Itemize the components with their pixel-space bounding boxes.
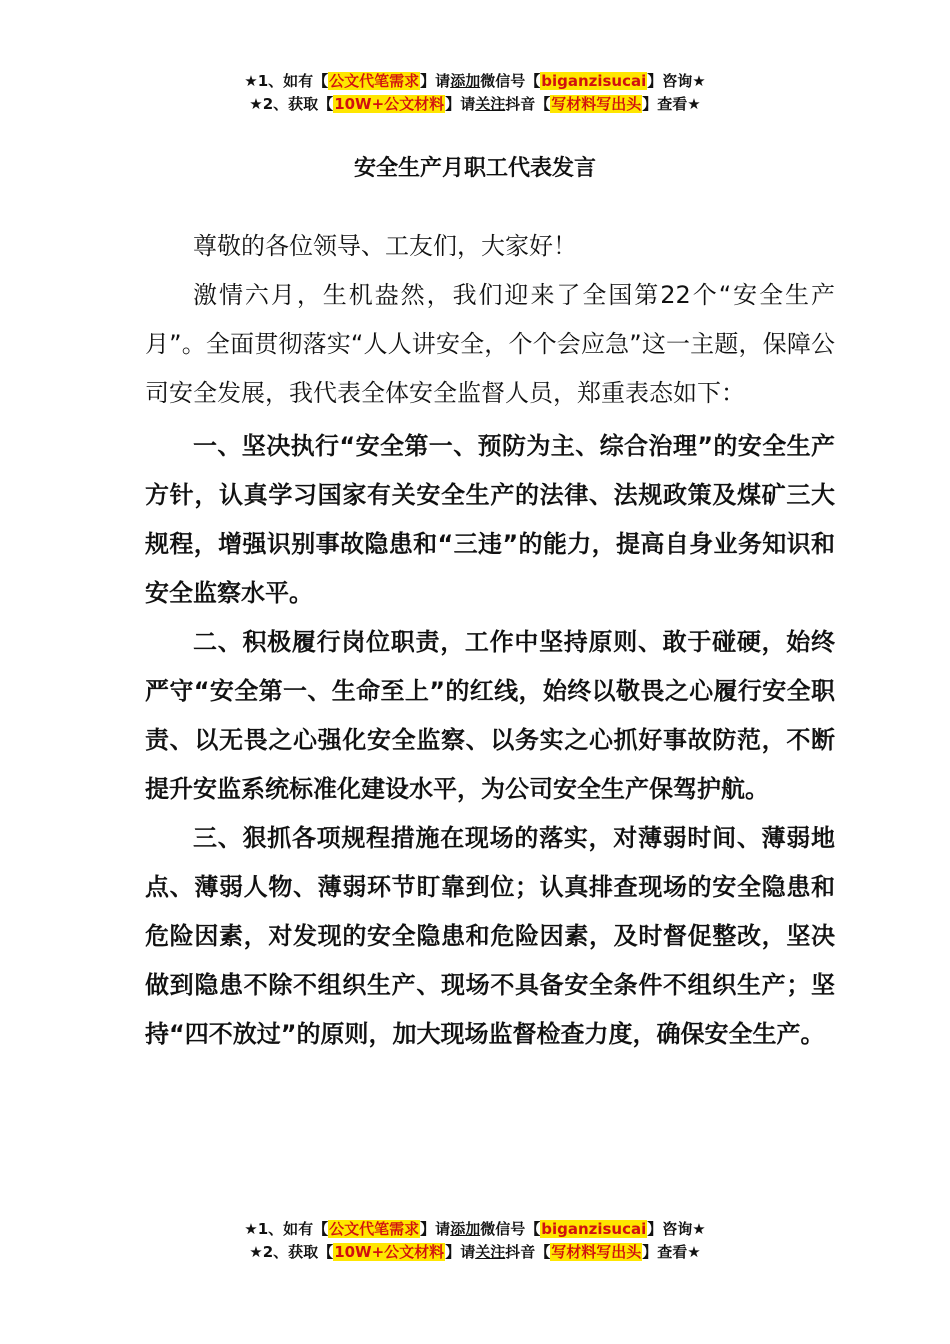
banner-line-2 bbox=[0, 93, 950, 116]
banner-text: 】查看★ bbox=[642, 1243, 701, 1261]
banner-text: 】咨询★ bbox=[647, 1220, 706, 1238]
highlight-materials: 10W+公文材料 bbox=[334, 95, 445, 113]
banner-line-1 bbox=[0, 1218, 950, 1241]
banner-text: 】请 bbox=[420, 72, 451, 90]
banner-text: 抖音【 bbox=[505, 1243, 551, 1261]
banner-line-1 bbox=[0, 70, 950, 93]
highlight-douyin-account: 写材料写出头 bbox=[551, 95, 642, 113]
underlined-text: 添加 bbox=[450, 72, 481, 90]
underlined-text: 关注 bbox=[475, 95, 506, 113]
banner-text: ★2、获取【 bbox=[249, 1243, 334, 1261]
banner-text: 微信号【 bbox=[480, 72, 541, 90]
highlight-service: 公文代笔需求 bbox=[329, 72, 420, 90]
banner-text: ★1、如有【 bbox=[244, 72, 329, 90]
document-body bbox=[145, 222, 835, 1059]
highlight-materials: 10W+公文材料 bbox=[334, 1243, 445, 1261]
banner-text: 】请 bbox=[445, 95, 476, 113]
banner-text: ★1、如有【 bbox=[244, 1220, 329, 1238]
pledge-paragraph-1: 一、坚决执行“安全第一、预防为主、综合治理”的安全生产方针，认真学习国家有关安全生产的法律、法规政策及煤矿三大规程，增强识别事故隐患和“三违”的能力，提高自身业务知识和安全监察水平。 bbox=[145, 432, 835, 607]
underlined-text: 关注 bbox=[475, 1243, 506, 1261]
bottom-banner bbox=[0, 1218, 950, 1264]
underlined-text: 添加 bbox=[450, 1220, 481, 1238]
banner-text: 抖音【 bbox=[505, 95, 551, 113]
banner-text: 微信号【 bbox=[480, 1220, 541, 1238]
banner-text: 】查看★ bbox=[642, 95, 701, 113]
banner-text: 】请 bbox=[445, 1243, 476, 1261]
banner-line-2 bbox=[0, 1241, 950, 1264]
highlight-douyin-account: 写材料写出头 bbox=[551, 1243, 642, 1261]
pledge-paragraph-3: 三、狠抓各项规程措施在现场的落实，对薄弱时间、薄弱地点、薄弱人物、薄弱环节盯靠到位；认真排查现场的安全隐患和危险因素，对发现的安全隐患和危险因素，及时督促整改，坚决做到隐患不除不组织生产、现场不具备安全条件不组织生产；坚持“四不放过”的原则，加大现场监督检查力度，确保安全生产。 bbox=[145, 824, 835, 1048]
document-title: 安全生产月职工代表发言 bbox=[353, 156, 596, 181]
top-banner bbox=[0, 70, 950, 116]
banner-text: 】咨询★ bbox=[647, 72, 706, 90]
highlight-wechat-id: biganzisucai bbox=[541, 72, 647, 90]
highlight-service: 公文代笔需求 bbox=[329, 1220, 420, 1238]
banner-text: 】请 bbox=[420, 1220, 451, 1238]
intro-paragraph: 激情六月，生机盎然，我们迎来了全国第22个“安全生产月”。全面贯彻落实“人人讲安全，个个会应急”这一主题，保障公司安全发展，我代表全体安全监督人员，郑重表态如下： bbox=[145, 281, 835, 407]
banner-text: ★2、获取【 bbox=[249, 95, 334, 113]
greeting-paragraph: 尊敬的各位领导、工友们，大家好！ bbox=[193, 232, 577, 260]
highlight-wechat-id: biganzisucai bbox=[541, 1220, 647, 1238]
pledge-paragraph-2: 二、积极履行岗位职责，工作中坚持原则、敢于碰硬，始终严守“安全第一、生命至上”的红线，始终以敬畏之心履行安全职责、以无畏之心强化安全监察、以务实之心抓好事故防范，不断提升安监系统标准化建设水平，为公司安全生产保驾护航。 bbox=[145, 628, 835, 803]
